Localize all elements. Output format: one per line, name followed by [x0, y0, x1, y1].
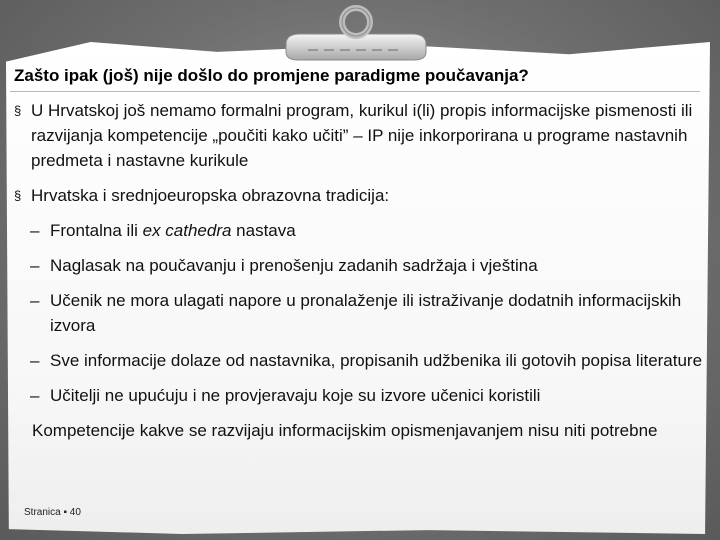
- sub-item: [14, 253, 704, 278]
- dash-marker: –: [30, 386, 40, 405]
- sub-text-pre: Frontalna ili: [50, 221, 143, 240]
- sub-text: Učitelji ne upućuju i ne provjeravaju koje su izvore učenici koristili: [50, 386, 541, 405]
- bullet-marker: §: [14, 103, 22, 118]
- sub-item: [14, 348, 704, 373]
- sub-item: [14, 383, 704, 408]
- dash-marker: –: [30, 221, 40, 240]
- sub-text-emphasis: ex cathedra: [142, 221, 232, 240]
- bullet-text: Hrvatska i srednjoeuropska obrazovna tradicija:: [31, 186, 390, 205]
- sub-text: Sve informacije dolaze od nastavnika, propisanih udžbenika ili gotovih popisa literature: [50, 351, 703, 370]
- dash-marker: –: [30, 291, 40, 310]
- page-number: Stranica ▪ 40: [24, 507, 81, 518]
- title-divider: [10, 91, 700, 92]
- sub-text-post: nastava: [231, 221, 296, 240]
- slide-title: Zašto ipak (još) nije došlo do promjene paradigme poučavanja?: [14, 66, 529, 85]
- bullet-text: U Hrvatskoj još nemamo formalni program, kurikul i(li) propis informacijske pismenosti ili razvijanja kompetencije „poučiti kako učiti” – IP nije inkorporirana u programe nastavnih predmeta i nastavne kurikule: [31, 101, 693, 170]
- sub-text: Naglasak na poučavanju i prenošenju zadanih sadržaja i vještina: [50, 256, 538, 275]
- closing-statement: Kompetencije kakve se razvijaju informacijskim opismenjavanjem nisu niti potrebne: [32, 421, 658, 440]
- dash-marker: –: [30, 351, 40, 370]
- bullet-marker: §: [14, 188, 22, 203]
- slide-content: [14, 98, 704, 443]
- sub-item: [14, 218, 704, 243]
- sub-item: [14, 288, 704, 338]
- sub-text: Učenik ne mora ulagati napore u pronalaženje ili istraživanje dodatnih informacijskih izvora: [50, 291, 682, 335]
- dash-marker: –: [30, 256, 40, 275]
- bullet-item: [14, 183, 704, 208]
- bullet-item: [14, 98, 704, 173]
- paper-clip-icon: [276, 4, 436, 64]
